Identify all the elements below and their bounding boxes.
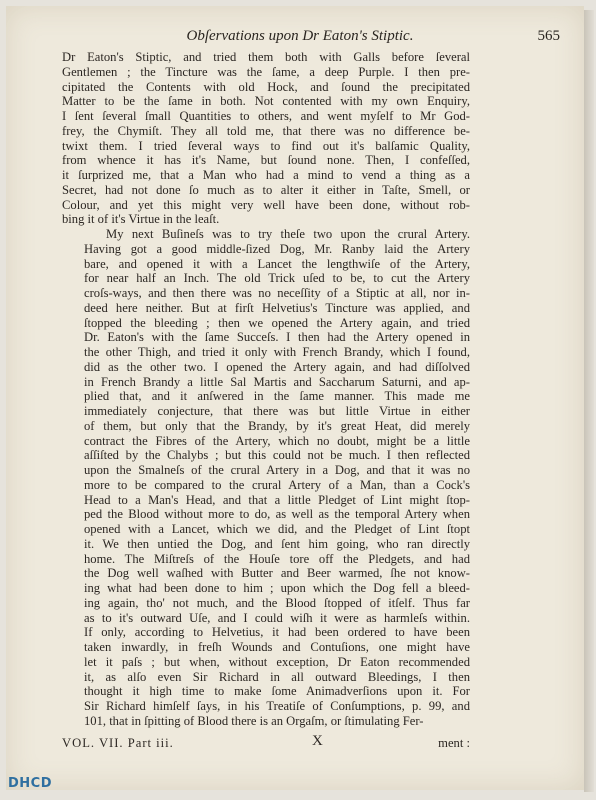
text-line: in French Brandy a little Sal Martis and Saccharum Saturni, and ap- <box>84 374 470 389</box>
text-line: twixt them. I tried ſeveral ways to find out it's balſamic Quality, <box>62 138 470 153</box>
text-line: upon the Smalneſs of the crural Artery in a Dog, and that it was no <box>84 463 470 477</box>
text-line: for near half an Inch. The old Trick uſed to be, to cut the Artery <box>84 271 470 286</box>
paragraph <box>62 50 470 227</box>
text-line: ing again, tho' not much, and the Blood ſtopped of itſelf. Thus far <box>84 595 470 610</box>
text-line: Dr. Eaton's with the ſame Succeſs. I then had the Artery opened in <box>84 330 470 345</box>
text-line: aſſiſted by the Chalybs ; but this could not be much. I then reflected <box>84 448 470 463</box>
paragraph <box>62 227 470 729</box>
text-line: ing what had been done to him ; upon which the Dog fell a bleed- <box>84 581 470 595</box>
text-line: contract the Fibres of the Artery, which no doubt, might be a little <box>84 433 470 448</box>
text-line: If only, according to Helvetius, it had been ordered to have been <box>84 625 470 640</box>
text-line: 101, that in ſpitting of Blood there is an Orgaſm, or ſtimulating Fer- <box>84 713 424 728</box>
text-line: more to be compared to the crural Artery of a Man, than a Cock's <box>84 477 470 492</box>
running-title: Obſervations upon Dr Eaton's Stiptic. <box>186 28 414 44</box>
text-line: deed here neither. But at firſt Helvetius's Tincture was applied, and <box>84 300 470 315</box>
text-line: bare, and opened it with a Lancet the lengthwiſe of the Artery, <box>84 256 470 271</box>
text-line: opened with a Lancet, which we did, and the Pledget of Lint ſtopt <box>84 522 470 536</box>
page-number: 565 <box>537 28 560 44</box>
text-line: it ſurprized me, that a Man who had a mind to vend a thing as a <box>62 168 470 182</box>
text-line: Sir Richard himſelf ſays, in his Treatiſe of Conſumptions, p. 99, and <box>84 699 470 713</box>
text-line: let it paſs ; but when, without exception, Dr Eaton recommended <box>84 654 470 669</box>
text-line: did as the other two. I opened the Artery again, and had diſſolved <box>84 359 470 374</box>
text-line: croſs-ways, and then there was no neceſſity of a Stiptic at all, nor in- <box>84 286 470 300</box>
text-line: Having got a good middle-ſized Dog, Mr. Ranby laid the Artery <box>84 241 470 256</box>
catchword: ment : <box>438 736 470 750</box>
body-text <box>62 50 470 729</box>
text-line: as to it's outward Uſe, and I could wiſh it were as harmleſs within. <box>84 610 470 625</box>
text-line: Gentlemen ; the Tincture was the ſame, a deep Purple. I then pre- <box>62 64 470 79</box>
text-line: frey, the Chymiſt. They all told me, that there was no difference be- <box>62 123 470 138</box>
text-line: immediately conjecture, that there was but little Virtue in either <box>84 404 470 418</box>
text-line: ſtopped the bleeding ; then we opened the Artery again, and tried <box>84 315 470 330</box>
text-line: the Dog well waſhed with Butter and Beer warmed, ſhe not know- <box>84 566 470 581</box>
text-line: home. The Miſtreſs of the Houſe tore off the Pledgets, and had <box>84 551 470 566</box>
text-line: cipitated the Contents with old Hock, and ſound the precipitated <box>62 79 470 94</box>
page-edge-shadow <box>584 10 594 792</box>
text-line: Colour, and yet this might very well have been done, without rob- <box>62 197 470 212</box>
text-line: of them, but only that the Brandy, by it's great Heat, did merely <box>84 418 470 433</box>
text-line: Secret, had not done ſo much as to alter it either in Taſte, Smell, or <box>62 182 470 197</box>
text-line: it. We then untied the Dog, and ſent him going, who ran directly <box>84 536 470 551</box>
text-line: taken inwardly, in freſh Wounds and Contuſions, one might have <box>84 640 470 654</box>
text-line: the other Thigh, and tried it only with French Brandy, which I found, <box>84 345 470 359</box>
text-line: Matter to be the ſame in both. Not contented with my own Enquiry, <box>62 94 470 109</box>
text-line: thought it high time to make ſome Animadverſions upon it. For <box>84 684 470 699</box>
page-footer <box>62 733 470 752</box>
library-watermark-logo: DHCD <box>8 776 53 791</box>
text-line: Dr Eaton's Stiptic, and tried them both with Galls before ſeveral <box>62 50 470 64</box>
text-line: I ſent ſeveral ſmall Quantities to others, and went myſelf to Mr God- <box>62 109 470 123</box>
text-line: My next Buſineſs was to try theſe two upon the crural Artery. <box>106 227 470 241</box>
volume-signature: VOL. VII. Part iii. <box>62 736 174 750</box>
page-header <box>40 28 560 48</box>
text-line: plied that, and it anſwered in the ſame manner. This made me <box>84 389 470 404</box>
text-line: bing it of it's Virtue in the leaſt. <box>62 212 220 227</box>
text-line: from whence it has it's Name, but ſound none. Then, I confeſſed, <box>62 153 470 168</box>
signature-mark: X <box>312 733 323 749</box>
text-line: Head to a Man's Head, and that a little Pledget of Lint might ſtop- <box>84 492 470 507</box>
text-line: ped the Blood without more to do, as well as the temporal Artery when <box>84 507 470 522</box>
text-line: it, as alſo even Sir Richard in all outward Bleedings, I then <box>84 669 470 684</box>
